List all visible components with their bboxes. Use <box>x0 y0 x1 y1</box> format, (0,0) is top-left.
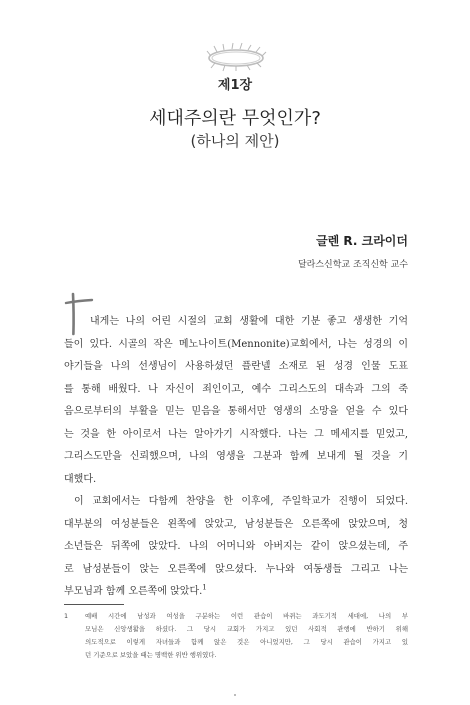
body-line: 이 교회에서는 다함께 찬양을 한 이후에, 주일학교가 진행이 되었다. <box>74 496 408 507</box>
body-line: 야기들을 나의 선생님이 사용하셨던 플란넬 소재로 된 성경 인물 도표 <box>64 361 408 372</box>
chapter-subtitle: (하나의 제안) <box>190 132 280 150</box>
page-mark <box>234 694 236 696</box>
body-line: 들이 있다. 시골의 작은 메노나이트(Mennonite)교회에서, 나는 성경의 이 <box>64 338 408 350</box>
body-line-text: 부모님과 함께 오른쪽에 앉았다. <box>64 586 203 597</box>
body-line: 대했다. <box>64 473 97 485</box>
footnote-line: 의도적으로 이렇게 자녀들과 함께 앉은 것은 아니었지만, 그 당시 관습이 가지고 있 <box>85 638 408 646</box>
footnote-reference[interactable]: 1 <box>202 583 207 592</box>
author-affiliation: 달라스신학교 조직신학 교수 <box>297 260 408 270</box>
body-line: 는 것을 한 아이로서 나는 알아가기 시작했다. 나는 그 메세지를 믿었고, <box>64 428 408 440</box>
body-line: 음으로부터의 부활을 믿는 믿음을 통해서만 영생의 소망을 얻을 수 있다 <box>64 406 408 417</box>
body-line-last <box>64 581 408 604</box>
body-line: 를 통해 배웠다. 나 자신이 죄인이고, 예수 그리스도의 대속과 그의 죽 <box>64 383 408 395</box>
footnote-number: 1 <box>64 612 69 620</box>
body-line: 대부분의 여성분들은 왼쪽에 앉았고, 남성분들은 오른쪽에 앉았으며, 청 <box>64 518 408 530</box>
footnote-line: 예배 시간에 남성과 여성을 구분하는 이런 관습이 바뀌는 과도기적 세대에, 나의 부 <box>85 612 408 620</box>
author-name: 글렌 R. 크라이더 <box>316 234 408 248</box>
footnote-divider <box>64 604 124 605</box>
footnote-line: 던 기준으로 보았을 때는 명백한 위반 행위였다. <box>85 651 217 659</box>
chapter-label: 제1장 <box>217 78 253 93</box>
footnote-line: 모님은 신앙생활을 하셨다. 그 당시 교회가 가지고 있던 사회적 관행에 반하기 위해 <box>85 625 408 633</box>
body-line: 로 남성분들이 앉는 오른쪽에 앉으셨다. 누나와 여동생들 그리고 나는 <box>64 563 408 575</box>
body-line: 소년들은 뒤쪽에 앉았다. 나의 어머니와 아버지는 같이 앉으셨는데, 주 <box>64 541 408 552</box>
chapter-title: 세대주의란 무엇인가? <box>149 108 321 129</box>
body-line: 내게는 나의 어린 시절의 교회 생활에 대한 기분 좋고 생생한 기억 <box>90 316 408 327</box>
body-line: 그리스도만을 신뢰했으며, 나의 영생을 그분과 함께 보내게 될 것을 기 <box>64 451 408 462</box>
crown-of-thorns-icon <box>205 42 267 72</box>
footnote <box>64 610 408 662</box>
chapter-body <box>64 311 408 604</box>
footnote-text <box>85 610 408 662</box>
